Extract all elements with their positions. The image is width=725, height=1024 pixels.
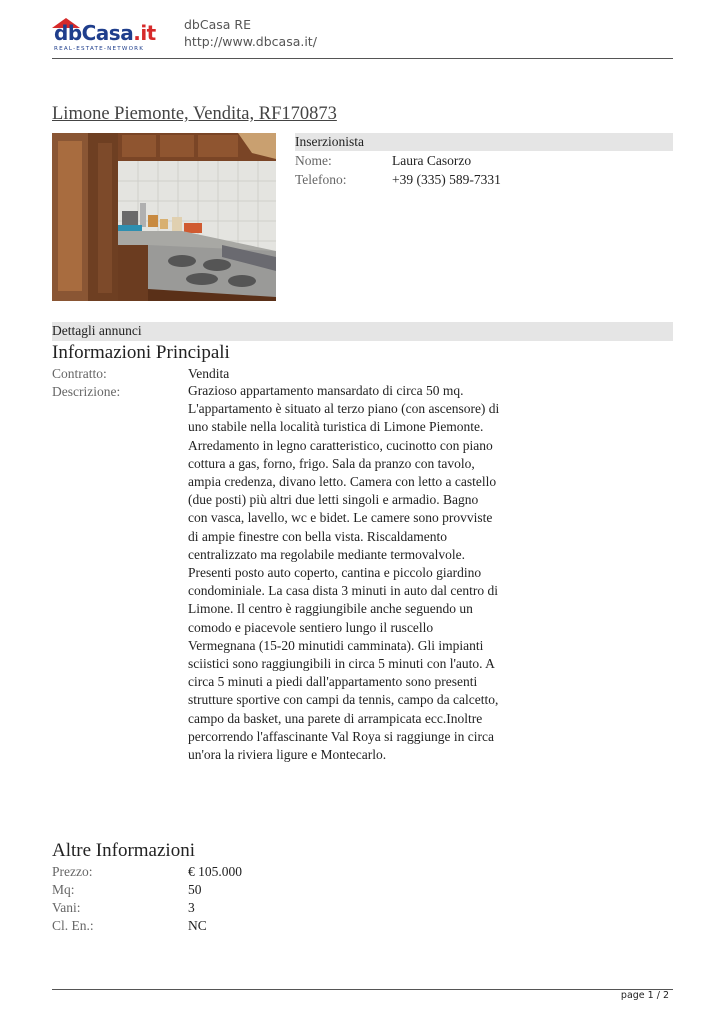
advertiser-section-header: Inserzionista	[295, 133, 673, 151]
agent-name-label: Nome:	[295, 152, 332, 168]
footer-divider	[52, 989, 673, 990]
agent-phone-value[interactable]: +39 (335) 589-7331	[392, 171, 501, 187]
sqm-value: 50	[188, 882, 202, 897]
page-number: page 1 / 2	[620, 990, 669, 1001]
logo-wordmark: dbCasa.it	[54, 21, 156, 45]
energy-class-value: NC	[188, 918, 207, 933]
listing-photo	[52, 133, 276, 301]
rooms-label: Vani:	[52, 900, 81, 915]
logo-subtitle: REAL-ESTATE-NETWORK	[54, 46, 145, 52]
page-header	[52, 14, 673, 59]
agent-phone-label: Telefono:	[295, 171, 347, 187]
dbcasa-logo[interactable]	[52, 18, 164, 56]
site-url[interactable]: http://www.dbcasa.it/	[184, 34, 317, 49]
other-info-heading: Altre Informazioni	[52, 840, 195, 861]
advertiser-block	[295, 133, 673, 189]
agent-phone-row	[295, 170, 673, 189]
listing-title[interactable]: Limone Piemonte, Vendita, RF170873	[52, 104, 337, 124]
rooms-value: 3	[188, 900, 195, 915]
main-info-heading: Informazioni Principali	[52, 342, 230, 363]
price-value: € 105.000	[188, 864, 242, 879]
agent-name-value: Laura Casorzo	[392, 152, 472, 168]
contract-label: Contratto:	[52, 366, 107, 381]
agent-name-row	[295, 151, 673, 170]
kitchen-photo-image	[52, 133, 276, 301]
price-label: Prezzo:	[52, 864, 93, 879]
details-section-header: Dettagli annunci	[52, 322, 673, 341]
sqm-label: Mq:	[52, 882, 75, 897]
contract-value: Vendita	[188, 366, 230, 381]
description-label: Descrizione:	[52, 384, 121, 399]
site-name: dbCasa RE	[184, 17, 251, 32]
description-text: Grazioso appartamento mansardato di circa 50 mq. L'appartamento è situato al terzo piano (con ascensore) di uno stabile nella località turistica di Limone Piemonte. Arredamento in legno caratteristico, cucinotto con piano cottura a gas, forno, frigo. Sala da pranzo con tavolo, ampia credenza, divano letto. Camera con letto a castello (due posti) più altri due letti singoli e armadio. Bagno con vasca, lavello, wc e bidet. Le camere sono provviste di ampie finestre con bella vista. Riscaldamento centralizzato ma regolabile mediante termovalvole. Presenti posto auto coperto, cantina e piccolo giardino condominiale. La casa dista 3 minuti in auto dal centro di Limone. Il centro è raggiungibile anche seguendo un comodo e piacevole sentiero lungo il ruscello Vermegnana (15-20 minutidi camminata). Gli impianti sciistici sono raggiungibili in circa 5 minuti con l'auto. A circa 5 minuti a piedi dall'appartamento sono presenti strutture sportive con campi da tennis, campo da calcetto, campo da basket, una parete di arrampicata ecc.Inoltre percorrendo l'affascinante Val Roya si raggiunge in circa un'ora la riviera ligure e Montecarlo.	[188, 383, 500, 763]
energy-class-label: Cl. En.:	[52, 918, 94, 933]
